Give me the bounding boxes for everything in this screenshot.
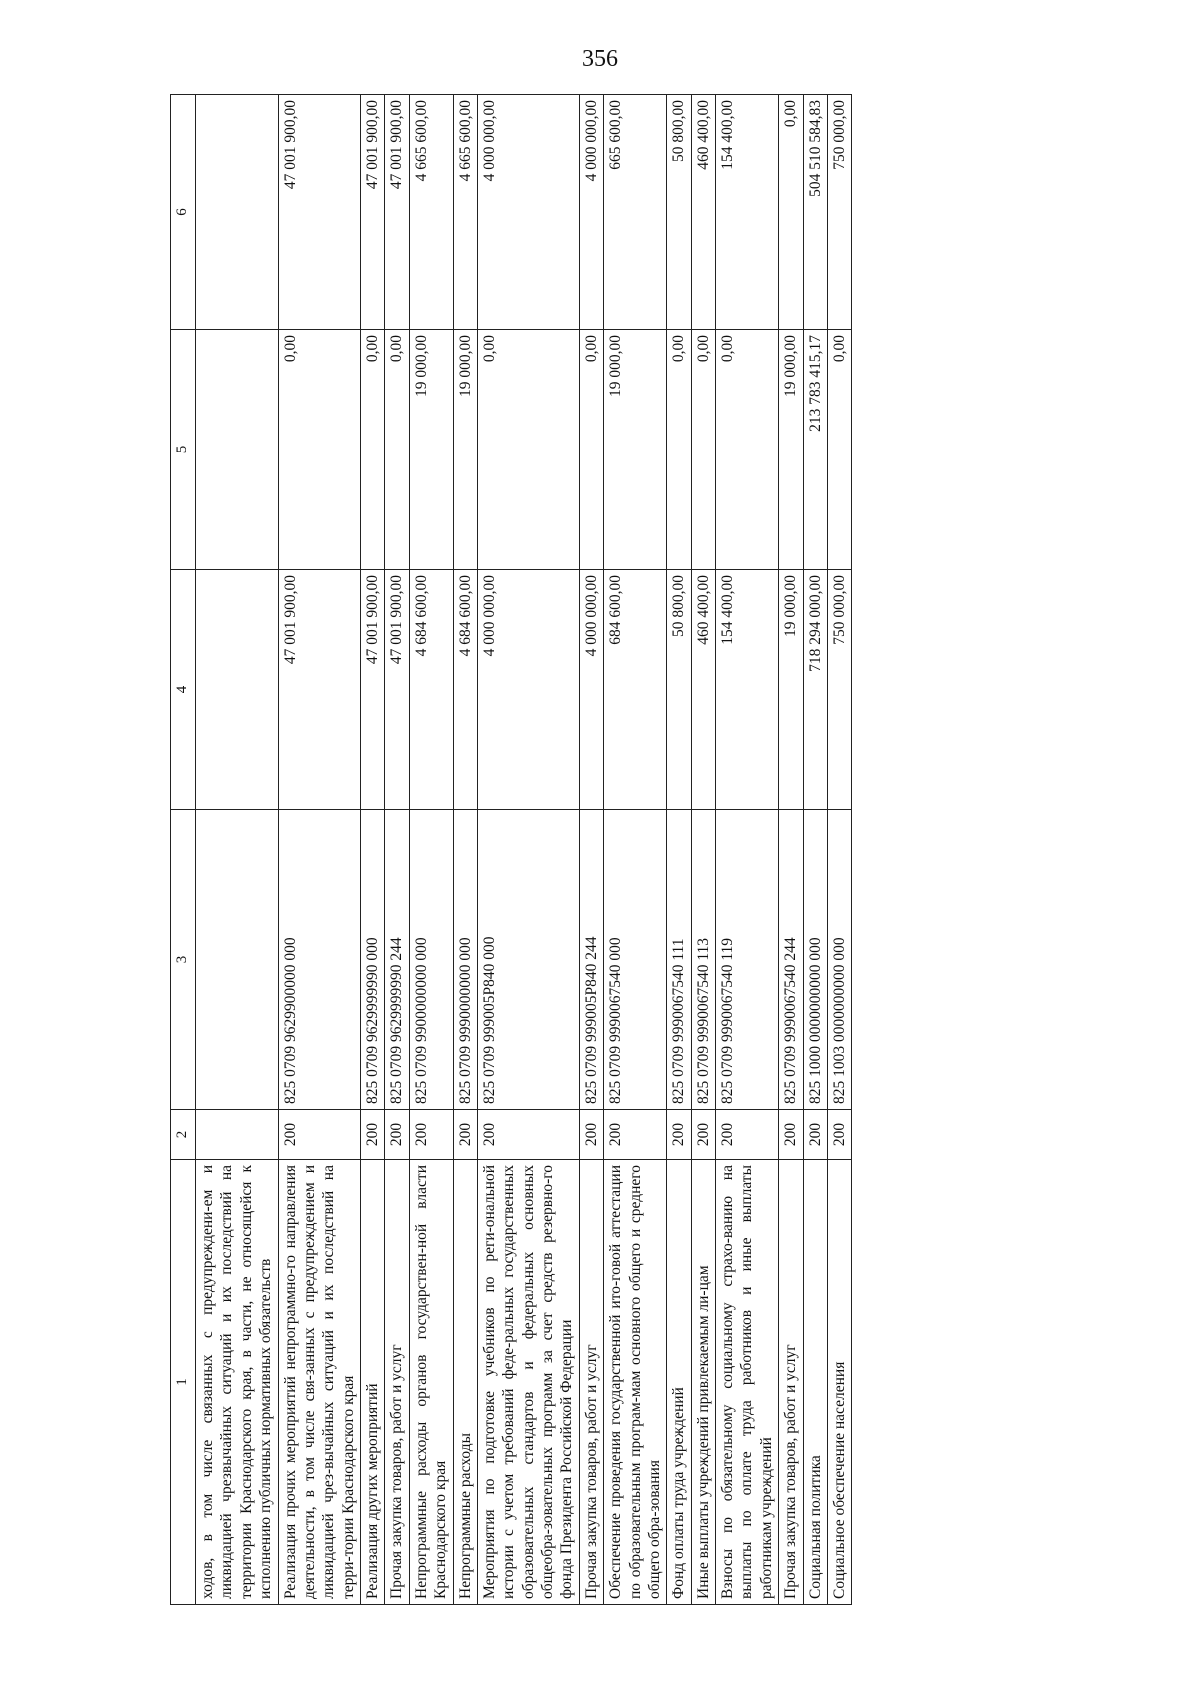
row-name: Обеспечение проведения государственной ито-говой аттестации по образовательным програм-мам основного общего и среднего общего обра-зования [604,1160,667,1605]
row-code: 200 [716,1110,779,1160]
table-row [827,95,851,1605]
row-col4: 154 400,00 [716,570,779,810]
row-code: 200 [453,1110,477,1160]
header-col-1: 1 [171,1160,196,1605]
row-name: Реализация других мероприятий [361,1160,385,1605]
row-col6: 47 001 900,00 [385,95,409,330]
row-kbk: 825 0709 9900000000 000 [409,810,453,1110]
row-col4: 47 001 900,00 [278,570,361,810]
row-code: 200 [579,1110,603,1160]
row-col5: 0,00 [667,330,691,570]
table-row [716,95,779,1605]
row-col6: 4 665 600,00 [409,95,453,330]
table-row [604,95,667,1605]
row-col4: 718 294 000,00 [803,570,827,810]
row-col4: 4 684 600,00 [409,570,453,810]
row-name: Прочая закупка товаров, работ и услуг [385,1160,409,1605]
rotated-table-wrapper [170,95,1120,1605]
table-row [803,95,827,1605]
row-code: 200 [278,1110,361,1160]
row-col5: 19 000,00 [779,330,803,570]
row-col5 [196,330,279,570]
row-name: Непрограммные расходы [453,1160,477,1605]
row-col4 [196,570,279,810]
row-name: Мероприятия по подготовке учебников по реги-ональной истории с учетом требований феде-ральных государственных образовательных стандартов и федеральных основных общеобра-зовательных программ за счет средств резервно-го фонда Президента Российской Федерации [477,1160,579,1605]
row-code: 200 [477,1110,579,1160]
table-row [453,95,477,1605]
row-col6 [196,95,279,330]
table-row [667,95,691,1605]
table-row [477,95,579,1605]
row-col6: 154 400,00 [716,95,779,330]
row-kbk: 825 0709 9990067540 244 [779,810,803,1110]
table-row [579,95,603,1605]
page-number: 356 [582,46,618,72]
row-col5: 0,00 [579,330,603,570]
row-kbk: 825 0709 9990067540 113 [691,810,715,1110]
row-kbk: 825 0709 9990000000 000 [453,810,477,1110]
row-col5: 19 000,00 [604,330,667,570]
row-col6: 665 600,00 [604,95,667,330]
row-col4: 50 800,00 [667,570,691,810]
row-col5: 0,00 [827,330,851,570]
table-row [278,95,361,1605]
budget-table [170,94,852,1605]
row-col5: 213 783 415,17 [803,330,827,570]
row-col4: 750 000,00 [827,570,851,810]
row-name: Непрограммные расходы органов государствен-ной власти Краснодарского края [409,1160,453,1605]
row-code: 200 [803,1110,827,1160]
row-code: 200 [779,1110,803,1160]
row-col6: 460 400,00 [691,95,715,330]
row-name: ходов, в том числе связанных с предупреждени-ем и ликвидацией чрезвычайных ситуаций и их последствий на территории Краснодарского края, в части, не относящейся к исполнению публичных нормативных обязательств [196,1160,279,1605]
table-row [196,95,279,1605]
row-col4: 47 001 900,00 [361,570,385,810]
row-kbk: 825 0709 999005P840 000 [477,810,579,1110]
table-row [779,95,803,1605]
row-code: 200 [691,1110,715,1160]
row-kbk: 825 0709 9990067540 000 [604,810,667,1110]
row-col4: 4 684 600,00 [453,570,477,810]
row-kbk: 825 1003 0000000000 000 [827,810,851,1110]
table-row [385,95,409,1605]
header-col-2: 2 [171,1110,196,1160]
row-col6: 504 510 584,83 [803,95,827,330]
row-col4: 19 000,00 [779,570,803,810]
row-kbk: 825 0709 9629999990 000 [361,810,385,1110]
row-col5: 0,00 [361,330,385,570]
row-col6: 750 000,00 [827,95,851,330]
row-name: Реализация прочих мероприятий непрограммно-го направления деятельности, в том числе свя-занных с предупреждением и ликвидацией чрез-вычайных ситуаций и их последствий на терри-тории Краснодарского края [278,1160,361,1605]
row-col5: 0,00 [385,330,409,570]
row-col4: 4 000 000,00 [477,570,579,810]
row-col4: 684 600,00 [604,570,667,810]
row-col6: 47 001 900,00 [278,95,361,330]
header-col-6: 6 [171,95,196,330]
row-col5: 0,00 [691,330,715,570]
row-code: 200 [667,1110,691,1160]
row-col4: 47 001 900,00 [385,570,409,810]
row-kbk: 825 0709 9629999990 244 [385,810,409,1110]
row-col5: 19 000,00 [453,330,477,570]
row-col5: 0,00 [278,330,361,570]
header-col-5: 5 [171,330,196,570]
row-col6: 0,00 [779,95,803,330]
row-col5: 19 000,00 [409,330,453,570]
row-col4: 4 000 000,00 [579,570,603,810]
row-code: 200 [604,1110,667,1160]
row-name: Социальное обеспечение населения [827,1160,851,1605]
row-name: Фонд оплаты труда учреждений [667,1160,691,1605]
row-col4: 460 400,00 [691,570,715,810]
row-code: 200 [827,1110,851,1160]
row-col6: 4 665 600,00 [453,95,477,330]
table-row [691,95,715,1605]
row-kbk: 825 0709 999005P840 244 [579,810,603,1110]
row-name: Прочая закупка товаров, работ и услуг [779,1160,803,1605]
row-code: 200 [385,1110,409,1160]
row-code: 200 [409,1110,453,1160]
row-name: Взносы по обязательному социальному страхо-ванию на выплаты по оплате труда работников и иные выплаты работникам учреждений [716,1160,779,1605]
row-col6: 50 800,00 [667,95,691,330]
row-name: Социальная политика [803,1160,827,1605]
row-kbk [196,810,279,1110]
header-col-4: 4 [171,570,196,810]
row-col6: 4 000 000,00 [579,95,603,330]
row-col6: 4 000 000,00 [477,95,579,330]
table-row [409,95,453,1605]
table-row [361,95,385,1605]
row-code: 200 [361,1110,385,1160]
row-col5: 0,00 [716,330,779,570]
row-col6: 47 001 900,00 [361,95,385,330]
row-name: Прочая закупка товаров, работ и услуг [579,1160,603,1605]
row-kbk: 825 0709 9990067540 119 [716,810,779,1110]
row-col5: 0,00 [477,330,579,570]
row-kbk: 825 0709 9990067540 111 [667,810,691,1110]
header-row [171,95,196,1605]
header-col-3: 3 [171,810,196,1110]
row-kbk: 825 1000 0000000000 000 [803,810,827,1110]
row-code [196,1110,279,1160]
row-name: Иные выплаты учреждений привлекаемым ли-цам [691,1160,715,1605]
row-kbk: 825 0709 9629900000 000 [278,810,361,1110]
